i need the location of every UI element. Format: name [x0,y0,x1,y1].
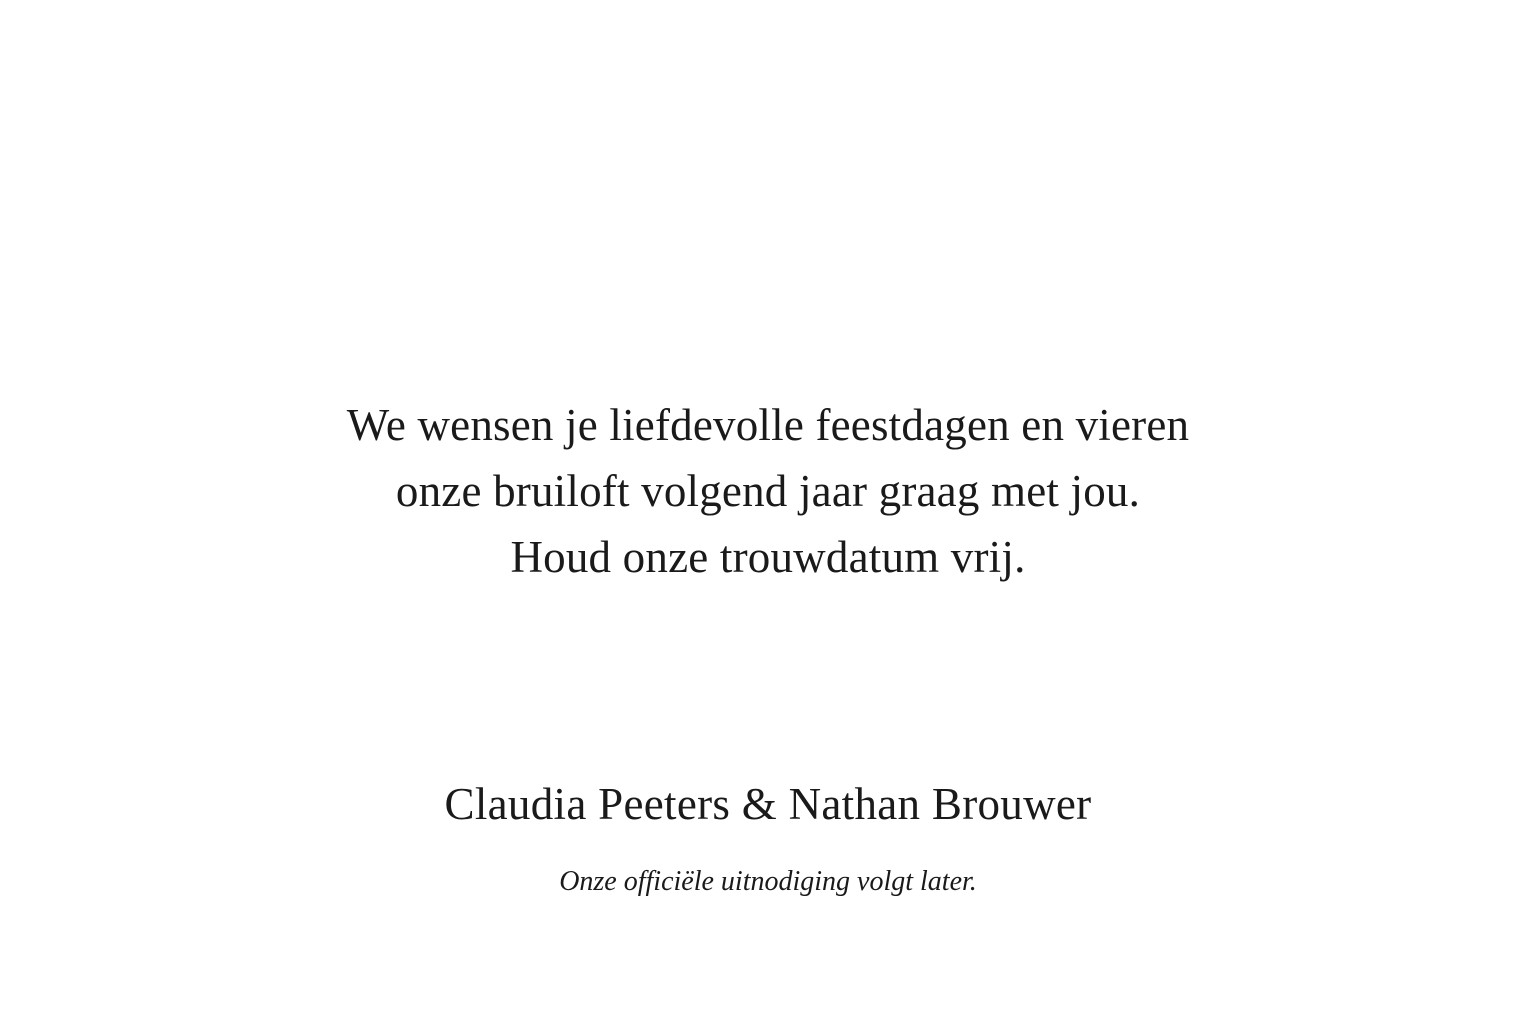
message-line-3: Houd onze trouwdatum vrij. [510,532,1026,582]
message-line-2: onze bruiloft volgend jaar graag met jou. [395,466,1141,516]
couple-names: Claudia Peeters & Nathan Brouwer [444,779,1092,829]
message-line-1: We wensen je liefdevolle feestdagen en vieren [346,400,1190,450]
invitation-note: Onze officiële uitnodiging volgt later. [559,866,977,897]
greeting-message [0,392,1536,590]
